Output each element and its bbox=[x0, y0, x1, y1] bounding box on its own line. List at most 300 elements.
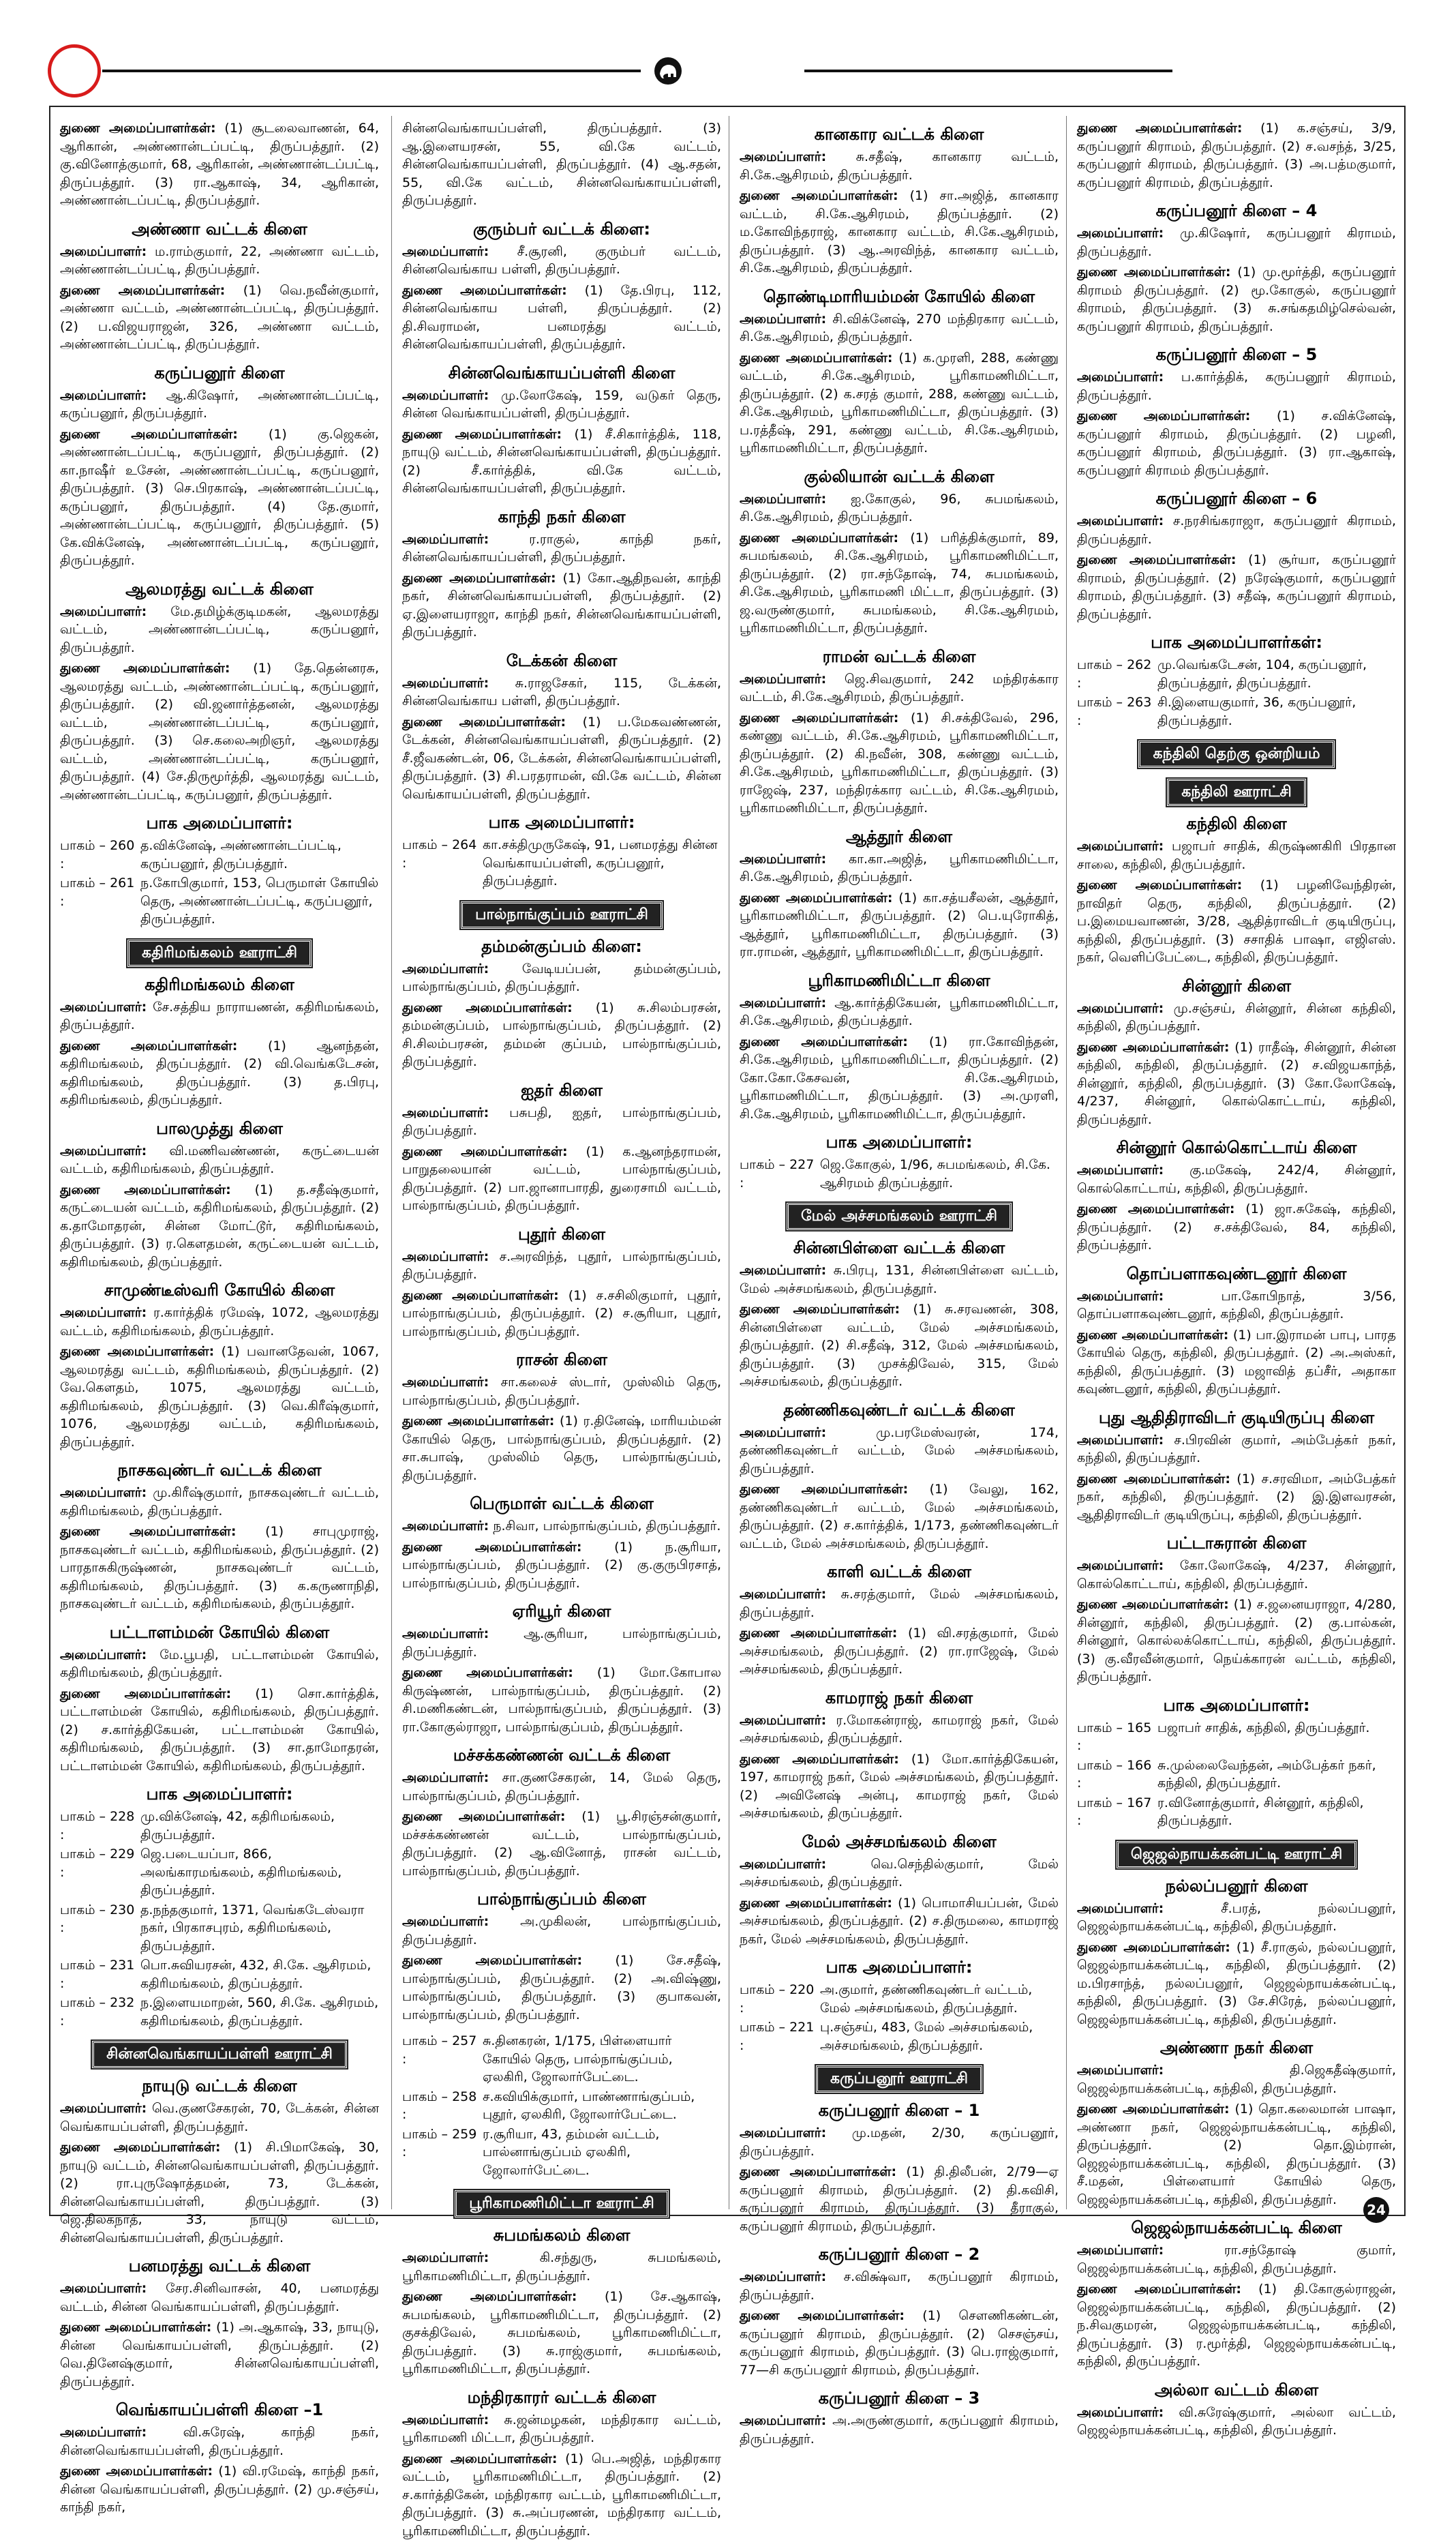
booth-number: பாகம் – 221 : bbox=[740, 2018, 820, 2055]
member-text: மு.மதன், 2/30, கருப்பனூர், திருப்பத்தூர். bbox=[740, 2125, 1059, 2159]
section-banner: கதிரிமங்கலம் ஊராட்சி bbox=[127, 940, 312, 967]
member-entry bbox=[1077, 551, 1396, 623]
member-entry bbox=[740, 1033, 1059, 1124]
role-label: அமைப்பாளர்: bbox=[740, 1857, 826, 1872]
branch-section bbox=[1077, 1694, 1396, 1830]
member-entry bbox=[740, 1624, 1059, 1679]
booth-row bbox=[402, 836, 721, 891]
branch-section bbox=[740, 2387, 1059, 2448]
member-entry bbox=[60, 1523, 379, 1613]
subsection-heading: பாக அமைப்பாளர்: bbox=[402, 811, 721, 833]
member-entry bbox=[60, 603, 379, 657]
member-text: (1) ச.சரவிமா, அம்பேத்கர் நகர், கந்திலி, திருப்பத்தூர். (2) இ.இளவரசன், ஆதிதிராவிடர் குடியிருப்பு, கந்திலி, திருப்பத்தூர். bbox=[1077, 1471, 1396, 1523]
member-text: பஜாபர் சாதிக், கிருஷ்ணகிரி பிரதான சாலை, கந்திலி, திருப்பத்தூர். bbox=[1077, 839, 1396, 872]
member-text: சேர.சினிவாசன், 40, பனமரத்து வட்டம், சின்ன வெங்காயப்பள்ளி, திருப்பத்தூர். bbox=[60, 2281, 379, 2314]
role-label: துணை அமைப்பாளர்கள்: bbox=[402, 715, 566, 730]
branch-section bbox=[402, 650, 721, 804]
booth-member: பொ.சுவியரசன், 432, சி.கே. ஆசிரமம், கதிரிமங்கலம், திருப்பத்தூர். bbox=[140, 1956, 379, 1992]
section-banner-wrap bbox=[60, 2041, 379, 2068]
role-label: துணை அமைப்பாளர்கள்: bbox=[60, 121, 216, 136]
member-text: வி.சுரேஷ்குமார், அல்லா வட்டம், ஜெஜல்நாயக்கன்பட்டி, கந்திலி, திருப்பத்தூர். bbox=[1077, 2405, 1396, 2438]
branch-section bbox=[60, 2255, 379, 2391]
member-text: (1) ராதீஷ், சின்னூர், சின்ன கந்திலி, கந்திலி, திருப்பத்தூர். (2) ச.விஜயகாந்த், சின்னூர், கந்திலி, திருப்பத்தூர். (3) கோ.லோகேஷ், 4/237, சின்னூர், கொல்கொட்டாய், கந்திலி, திருப்பத்தூர். bbox=[1077, 1040, 1396, 1127]
member-entry bbox=[60, 425, 379, 570]
role-label: அமைப்பாளர்: bbox=[740, 492, 826, 507]
member-text: (1) க.ஆனந்தராமன், பாறுதலையான் வட்டம், பால்நாங்குப்பம், திருப்பத்தூர். (2) பா.ஜானாபாரதி, துரைசாமி வட்டம், பால்நாங்குப்பம், திருப்பத்தூர். bbox=[402, 1144, 721, 1214]
branch-heading: பட்டாளம்மன் கோயில் கிளை bbox=[60, 1622, 379, 1643]
booth-member: சி.இளையகுமார், 36, கருப்பனூர், திருப்பத்தூர். bbox=[1157, 693, 1396, 730]
booth-number: பாகம் – 260 : bbox=[60, 837, 140, 873]
member-entry bbox=[740, 1300, 1059, 1391]
member-entry bbox=[1077, 1039, 1396, 1129]
branch-section bbox=[1077, 1137, 1396, 1255]
page-number-badge: 24 bbox=[1363, 2197, 1389, 2223]
member-text: மு.பரமேஸ்வரன், 174, தண்ணிகவுண்டர் வட்டம், மேல் அச்சமங்கலம், திருப்பத்தூர். bbox=[740, 1425, 1059, 1476]
member-text: வேடியப்பன், தம்மன்குப்பம், பால்நாங்குப்பம், திருப்பத்தூர். bbox=[402, 961, 721, 995]
branch-heading: காளி வட்டக் கிளை bbox=[740, 1561, 1059, 1583]
member-text: கா.கா.அஜித், பூரிகாமணிமிட்டா, சி.கே.ஆசிரமம், திருப்பத்தூர். bbox=[740, 852, 1059, 885]
member-entry bbox=[1077, 368, 1396, 404]
member-entry bbox=[60, 1304, 379, 1340]
role-label: அமைப்பாளர்: bbox=[402, 532, 489, 547]
member-entry bbox=[740, 310, 1059, 346]
role-label: அமைப்பாளர்: bbox=[60, 1485, 147, 1500]
role-label: துணை அமைப்பாளர்கள்: bbox=[60, 2320, 211, 2335]
member-entry bbox=[60, 2280, 379, 2316]
member-text: (1) பா.இராமன் பாபு, பாரத கோயில் தெரு, கந்திலி, திருப்பத்தூர். (2) அ.அஸ்கர், கந்திலி, திருப்பத்தூர். (3) மஜாவித் தப்சீர், அதாகா கவுண்டனூர், கந்திலி, திருப்பத்தூர். bbox=[1077, 1328, 1396, 1397]
member-text: (1) பெ.அஜித், மந்திரகார வட்டம், பூரிகாமணிமிட்டா, திருப்பத்தூர். (2) ச.கார்த்திகேன், மந்திரகார வட்டம், பூரிகாமணிமிட்டா, திருப்பத்தூர். (3) சு.அப்பரணன், மந்திரகார வட்டம், பூரிகாமணிமிட்டா, திருப்பத்தூர். bbox=[402, 2451, 721, 2539]
branch-section bbox=[740, 646, 1059, 818]
branch-section bbox=[402, 936, 721, 1071]
member-text: (1) பவானதேவன், 1067, ஆலமரத்து வட்டம், கதிரிமங்கலம், திருப்பத்தூர். (2) வே.கௌதம், 1075, ஆலமரத்து வட்டம், கதிரிமங்கலம், திருப்பத்தூர். (3) வெ.கிரீஷ்குமார், 1076, ஆலமரத்து வட்டம், கதிரிமங்கலம், திருப்பத்தூர். bbox=[60, 1344, 379, 1450]
booth-member: சு.தினகரன், 1/175, பிள்ளையார் கோயில் தெரு, பால்நாங்குப்பம், ஏலகிரி, ஜோலார்பேட்டை. bbox=[483, 2032, 721, 2087]
member-entry bbox=[740, 490, 1059, 526]
member-entry bbox=[60, 2138, 379, 2247]
member-entry bbox=[740, 2268, 1059, 2304]
branch-section bbox=[60, 974, 379, 1109]
member-text: கு.மகேஷ், 242/4, சின்னூர், கொல்கொட்டாய், கந்திலி, திருப்பத்தூர். bbox=[1077, 1163, 1396, 1196]
member-entry bbox=[402, 1913, 721, 1949]
member-entry bbox=[740, 1750, 1059, 1823]
role-label: அமைப்பாளர்: bbox=[402, 961, 489, 976]
branch-heading: சுபமங்கலம் கிளை bbox=[402, 2224, 721, 2246]
branch-heading: அண்ணா வட்டக் கிளை bbox=[60, 218, 379, 240]
branch-section bbox=[60, 1622, 379, 1776]
booth-row bbox=[402, 2125, 721, 2180]
member-text: (1) சு.சரவணன், 308, சின்னபிள்ளை வட்டம், மேல் அச்சமங்கலம், திருப்பத்தூர். (2) சி.சதீஷ், 312, மேல் அச்சமங்கலம், திருப்பத்தூர். (3) முசக்திவேல், 315, மேல் அச்சமங்கலம், திருப்பத்தூர். bbox=[740, 1302, 1059, 1389]
role-label: துணை அமைப்பாளர்கள்: bbox=[402, 2289, 577, 2304]
member-entry bbox=[740, 1480, 1059, 1553]
member-text: (1) சீ.சிகார்த்திக், 118, நாயுடு வட்டம், சின்னவெங்காயப்பள்ளி, திருப்பத்தூர். (2) சீ.கார்த்திக், வி.கே வட்டம், சின்னவெங்காயப்பள்ளி, திருப்பத்தூர். bbox=[402, 427, 721, 496]
branch-section bbox=[60, 812, 379, 929]
role-label: அமைப்பாளர்: bbox=[402, 244, 489, 259]
booth-number: பாகம் – 229 : bbox=[60, 1845, 140, 1900]
member-text: சே.சத்திய நாராயணன், கதிரிமங்கலம், திருப்பத்தூர். bbox=[60, 1000, 379, 1033]
member-entry bbox=[402, 2288, 721, 2378]
member-text: மு.லோகேஷ், 159, வடுகர் தெரு, சின்ன வெங்காயப்பள்ளி, திருப்பத்தூர். bbox=[402, 388, 721, 421]
branch-section bbox=[1077, 119, 1396, 192]
role-label: அமைப்பாளர்: bbox=[402, 1375, 489, 1390]
member-text: (1) த.சதீஷ்குமார், கருட்டையன் வட்டம், கதிரிமங்கலம், திருப்பத்தூர். (2) க.தாமோதரன், சின்ன மோட்டூர், கதிரிமங்கலம், திருப்பத்தூர். (3) ர.கௌதமன், கருட்டையன் வட்டம், கதிரிமங்கலம், திருப்பத்தூர். bbox=[60, 1182, 379, 1270]
branch-heading: ஐதர் கிளை bbox=[402, 1079, 721, 1101]
member-entry bbox=[60, 2462, 379, 2517]
role-label: துணை அமைப்பாளர்கள்: bbox=[60, 1344, 214, 1359]
section-banner-wrap bbox=[1077, 779, 1396, 806]
branch-section bbox=[402, 1888, 721, 2024]
branch-section bbox=[402, 218, 721, 354]
member-text: ப.கார்த்திக், கருப்பனூர் கிராமம், திருப்பத்தூர். bbox=[1077, 370, 1396, 403]
branch-section bbox=[740, 826, 1059, 961]
member-entry bbox=[60, 2100, 379, 2136]
section-banner: கந்திலி தெற்கு ஒன்றியம் bbox=[1138, 741, 1334, 768]
member-text: (1) பழனிவேந்திரன், நாவிதர் தெரு, கந்திலி, திருப்பத்தூர். (2) ப.இமையவாணன், 3/28, ஆதித்ராவிடர் குடியிருப்பு, கந்திலி, திருப்பத்தூர். (3) சசாதிக் பாஷா, எஜிஎஸ். நகர், வெளிப்பேட்டை, கந்திலி, திருப்பத்தூர். bbox=[1077, 878, 1396, 965]
branch-section bbox=[1077, 1263, 1396, 1399]
branch-heading: கானகார வட்டக் கிளை bbox=[740, 123, 1059, 145]
member-entry bbox=[60, 2318, 379, 2391]
booth-row bbox=[60, 874, 379, 929]
member-entry bbox=[740, 994, 1059, 1030]
role-label: அமைப்பாளர்: bbox=[740, 2413, 826, 2428]
member-text: சு.பிரபு, 131, சின்னபிள்ளை வட்டம், மேல் அச்சமங்கலம், திருப்பத்தூர். bbox=[740, 1263, 1059, 1296]
member-text: சு.ராஜசேகர், 115, டேக்கன், சின்னவெங்காய பள்ளி, திருப்பத்தூர். bbox=[402, 676, 721, 709]
member-entry bbox=[1077, 2241, 1396, 2277]
member-text: (1) மோ.கார்த்திகேயன், 197, காமராஜ் நகர், மேல் அச்சமங்கலம், திருப்பத்தூர். (2) அவினேஷ் அன்பு, காமராஜ் நகர், மேல் அச்சமங்கலம், திருப்பத்தூர். bbox=[740, 1752, 1059, 1821]
role-label: அமைப்பாளர்: bbox=[1077, 2405, 1164, 2420]
role-label: அமைப்பாளர்: bbox=[60, 2101, 147, 2116]
role-label: அமைப்பாளர்: bbox=[60, 1000, 147, 1015]
member-text: சு.சரத்குமார், மேல் அச்சமங்கலம், திருப்பத்தூர். bbox=[740, 1587, 1059, 1620]
role-label: அமைப்பாளர்: bbox=[740, 1425, 826, 1440]
role-label: அமைப்பாளர்: bbox=[740, 1263, 826, 1278]
member-entry bbox=[402, 1104, 721, 1140]
member-entry bbox=[402, 1625, 721, 1661]
role-label: துணை அமைப்பாளர்கள்: bbox=[740, 350, 893, 365]
branch-heading: கருப்பனூர் கிளை – 5 bbox=[1077, 344, 1396, 365]
branch-heading: ராசன் கிளை bbox=[402, 1349, 721, 1371]
member-text: சா.கலைச் ஸ்டார், முஸ்லிம் தெரு, பால்நாங்குப்பம், திருப்பத்தூர். bbox=[402, 1375, 721, 1408]
role-label: அமைப்பாளர்: bbox=[60, 2425, 147, 2440]
booth-row bbox=[740, 1156, 1059, 1192]
role-label: துணை அமைப்பாளர்கள்: bbox=[1077, 1471, 1230, 1486]
member-entry bbox=[60, 1181, 379, 1272]
member-entry bbox=[402, 119, 721, 210]
booth-number: பாகம் – 228 : bbox=[60, 1808, 140, 1844]
branch-heading: பட்டாசுரான் கிளை bbox=[1077, 1532, 1396, 1554]
booth-number: பாகம் – 230 : bbox=[60, 1901, 140, 1956]
booth-row bbox=[1077, 693, 1396, 730]
member-text: சு.சதீஷ், கானகார வட்டம், சி.கே.ஆசிரமம், திருப்பத்தூர். bbox=[740, 149, 1059, 183]
member-entry bbox=[1077, 1431, 1396, 1467]
role-label: துணை அமைப்பாளர்கள்: bbox=[1077, 1040, 1230, 1055]
member-entry bbox=[740, 349, 1059, 458]
branch-section bbox=[1077, 2037, 1396, 2209]
branch-section bbox=[1077, 1875, 1396, 2029]
branch-section bbox=[740, 1561, 1059, 1679]
booth-member: த.விக்னேஷ், அண்ணான்டப்பட்டி, கருப்பனூர், திருப்பத்தூர். bbox=[140, 837, 379, 873]
role-label: துணை அமைப்பாளர்கள்: bbox=[60, 427, 238, 442]
branch-section bbox=[402, 2224, 721, 2378]
booth-member: சு.முல்லைவேந்தன், அம்பேத்கர் நகர், கந்திலி, திருப்பத்தூர். bbox=[1157, 1757, 1396, 1793]
section-banner-wrap bbox=[740, 2065, 1059, 2093]
role-label: அமைப்பாளர்: bbox=[402, 1519, 489, 1534]
member-text: (1) தி.திலீபன், 2/79—ஏ கருப்பனூர் கிராமம், திருப்பத்தூர். (2) தி.கவிசி, கருப்பனூர் கிராமம், திருப்பத்தூர். (3) தீராகுல், கருப்பனூர் கிராமம், திருப்பத்தூர். bbox=[740, 2164, 1059, 2234]
member-text: (1) பொமாசியப்பன், மேல் அச்சமங்கலம், திருப்பத்தூர். (2) ச.திருமலை, காமராஜ் நகர், மேல் அச்சமங்கலம், திருப்பத்தூர். bbox=[740, 1896, 1059, 1947]
member-text: மு.சஞ்சய், சின்னூர், சின்ன கந்திலி, கந்திலி, திருப்பத்தூர். bbox=[1077, 1001, 1396, 1034]
role-label: துணை அமைப்பாளர்கள்: bbox=[60, 283, 225, 298]
role-label: துணை அமைப்பாளர்கள்: bbox=[60, 1524, 236, 1539]
branch-heading: கருப்பனூர் கிளை – 3 bbox=[740, 2387, 1059, 2409]
member-text: (1) சா.அஜித், கானகார வட்டம், சி.கே.ஆசிரமம், திருப்பத்தூர். (2) ம.கோவிந்தராஜ், கானகார வட்டம், சி.கே.ஆசிரமம், திருப்பத்தூர். (3) ஆ.அரவிந்த், கானகார வட்டம், சி.கே.ஆசிரமம், திருப்பத்தூர். bbox=[740, 188, 1059, 275]
member-text: (1) சு.சிலம்பரசன், தம்மன்குப்பம், பால்நாங்குப்பம், திருப்பத்தூர். (2) சி.சிலம்பரசன், தம்மன் குப்பம், பால்நாங்குப்பம், திருப்பத்தூர். bbox=[402, 1000, 721, 1070]
booth-member: மு.விக்னேஷ், 42, கதிரிமங்கலம், திருப்பத்தூர். bbox=[140, 1808, 379, 1844]
branch-heading: தண்ணிகவுண்டர் வட்டக் கிளை bbox=[740, 1399, 1059, 1421]
branch-section bbox=[1077, 200, 1396, 335]
role-label: துணை அமைப்பாளர்கள்: bbox=[740, 188, 898, 203]
member-entry bbox=[402, 425, 721, 498]
booth-row bbox=[1077, 1794, 1396, 1830]
member-text: மு.கிஷோர், கருப்பனூர் கிராமம், திருப்பத்தூர். bbox=[1077, 226, 1396, 259]
branch-heading: குல்லியான் வட்டக் கிளை bbox=[740, 466, 1059, 488]
member-text: (1) செளணிகண்டன், கருப்பனூர் கிராமம், திருப்பத்தூர். (2) செசஞ்சய், கருப்பனூர் கிராமம், திருப்பத்தூர். (3) பெ.ராஜ்குமார், 77—சி கருப்பனூர் கிராமம், திருப்பத்தூர். bbox=[740, 2308, 1059, 2378]
section-banner: பூரிகாமணிமிட்டா ஊராட்சி bbox=[455, 2190, 669, 2217]
member-text: கோ.லோகேஷ், 4/237, சின்னூர், கொல்கொட்டாய், கந்திலி, திருப்பத்தூர். bbox=[1077, 1558, 1396, 1592]
member-text: ந.சிவா, பால்நாங்குப்பம், திருப்பத்தூர். bbox=[493, 1519, 721, 1534]
branch-section bbox=[1077, 2217, 1396, 2371]
branch-heading: கதிரிமங்கலம் கிளை bbox=[60, 974, 379, 996]
role-label: துணை அமைப்பாளர்கள்: bbox=[740, 1034, 908, 1049]
member-text: (1) ரா.கோவிந்தன், சி.கே.ஆசிரமம், பூரிகாமணிமிட்டா, திருப்பத்தூர். (2) கோ.கோ.கேசவன், சி.கே.ஆசிரமம், பூரிகாமணிமிட்டா, திருப்பத்தூர். (3) அ.முரளி, சி.கே.ஆசிரமம், பூரிகாமணிமிட்டா, திருப்பத்தூர். bbox=[740, 1034, 1059, 1122]
role-label: அமைப்பாளர்: bbox=[1077, 839, 1164, 854]
member-text: (1) க.சஞ்சய், 3/9, கருப்பனூர் கிராமம், திருப்பத்தூர். (2) ச.வசந்த், 3/25, கருப்பனூர் கிராமம், திருப்பத்தூர். (3) அ.பத்மகுமார், கருப்பனூர் கிராமம், திருப்பத்தூர். bbox=[1077, 121, 1396, 190]
member-text: (1) சீ.ராகுல், நல்லப்பனூர், ஜெஜல்நாயக்கன்பட்டி, கந்திலி, திருப்பத்தூர். (2) ம.பிரசாந்த், நல்லப்பனூர், ஜெஜல்நாயக்கன்பட்டி, கந்திலி, திருப்பத்தூர். (3) சே.சிரேத், நல்லப்பனூர், ஜெஜல்நாயக்கன்பட்டி, கந்திலி, திருப்பத்தூர். bbox=[1077, 1940, 1396, 2027]
member-entry bbox=[1077, 224, 1396, 260]
role-label: அமைப்பாளர்: bbox=[402, 1105, 489, 1120]
role-label: அமைப்பாளர்: bbox=[402, 1249, 489, 1264]
member-text: சீ.சூரனி, குரும்பர் வட்டம், சின்னவெங்காய பள்ளி, திருப்பத்தூர். bbox=[402, 244, 721, 278]
member-entry bbox=[60, 1685, 379, 1776]
masthead-rule-left bbox=[102, 70, 641, 72]
branch-section bbox=[1077, 975, 1396, 1129]
role-label: துணை அமைப்பாளர்கள்: bbox=[402, 571, 556, 586]
branch-heading: ஜெஜல்நாயக்கன்பட்டி கிளை bbox=[1077, 2217, 1396, 2239]
branch-section bbox=[60, 1118, 379, 1272]
member-text: ர.ராகுல், காந்தி நகர், சின்னவெங்காயப்பள்ளி, திருப்பத்தூர். bbox=[402, 532, 721, 565]
member-entry bbox=[1077, 2404, 1396, 2440]
role-label: துணை அமைப்பாளர்கள்: bbox=[1077, 265, 1231, 280]
branch-heading: சின்னூர் கிளை bbox=[1077, 975, 1396, 997]
member-text: (1) க.முரளி, 288, கண்ணு வட்டம், சி.கே.ஆசிரமம், பூரிகாமணிமிட்டா, திருப்பத்தூர். (2) க.சரத் குமார், 288, கண்ணு வட்டம், சி.கே.ஆசிரமம், பூரிகாமணிமிட்டா, திருப்பத்தூர். (3) ப.ரத்தீஷ், 291, கண்ணு வட்டம், சி.கே.ஆசிரமம், பூரிகாமணிமிட்டா, திருப்பத்தூர். bbox=[740, 350, 1059, 456]
branch-heading: காமராஜ் நகர் கிளை bbox=[740, 1687, 1059, 1709]
branch-heading: தொப்பளாகவுண்டனூர் கிளை bbox=[1077, 1263, 1396, 1285]
branch-heading: புதூர் கிளை bbox=[402, 1223, 721, 1245]
role-label: அமைப்பாளர்: bbox=[402, 676, 489, 691]
role-label: அமைப்பாளர்: bbox=[1077, 1001, 1164, 1016]
member-entry bbox=[1077, 2280, 1396, 2371]
member-entry bbox=[60, 1343, 379, 1451]
member-entry bbox=[402, 2411, 721, 2447]
member-entry bbox=[740, 1585, 1059, 1622]
member-text: மு.கிரீஷ்குமார், நாசகவுண்டர் வட்டம், கதிரிமங்கலம், திருப்பத்தூர். bbox=[60, 1485, 379, 1519]
member-text: (1) தி.கோகுல்ராஜன், ஜெஜல்நாயக்கன்பட்டி, கந்திலி, திருப்பத்தூர். (2) ந.சிவகுமரன், ஜெஜல்நாயக்கன்பட்டி, கந்திலி, திருப்பத்தூர். (3) ர.மூர்த்தி, ஜெஜல்நாயக்கன்பட்டி, கந்திலி, திருப்பத்தூர். bbox=[1077, 2282, 1396, 2369]
branch-section bbox=[402, 2032, 721, 2179]
branch-heading: பனமரத்து வட்டக் கிளை bbox=[60, 2255, 379, 2277]
branch-heading: கருப்பனூர் கிளை – 1 bbox=[740, 2100, 1059, 2121]
branch-heading: அல்லா வட்டம் கிளை bbox=[1077, 2379, 1396, 2401]
branch-section bbox=[1077, 344, 1396, 479]
member-entry bbox=[60, 2423, 379, 2460]
member-text: (1) வி.சரத்குமார், மேல் அச்சமங்கலம், திருப்பத்தூர். (2) ரா.ராஜேஷ், மேல் அச்சமங்கலம், திருப்பத்தூர். bbox=[740, 1626, 1059, 1677]
role-label: துணை அமைப்பாளர்கள்: bbox=[740, 2164, 896, 2179]
subsection-heading: பாக அமைப்பாளர்: bbox=[60, 1783, 379, 1805]
branch-section bbox=[402, 362, 721, 498]
role-label: துணை அமைப்பாளர்கள்: bbox=[402, 283, 567, 298]
branch-section bbox=[402, 506, 721, 642]
role-label: துணை அமைப்பாளர்கள்: bbox=[1077, 2282, 1241, 2297]
masthead bbox=[0, 0, 1456, 116]
member-text: (1) கு.ஜெகன், அண்ணான்டப்பட்டி, கருப்பனூர், திருப்பத்தூர். (2) கா.நாஷீர் உசேன், அண்ணான்டப்பட்டி, கருப்பனூர், திருப்பத்தூர். (3) செ.பிரகாஷ், அண்ணான்டப்பட்டி, கருப்பனூர், திருப்பத்தூர். (4) தே.குமார், அண்ணான்டப்பட்டி, கருப்பனூர், திருப்பத்தூர். (5) கே.விக்னேஷ், அண்ணான்டப்பட்டி, கருப்பனூர், திருப்பத்தூர். bbox=[60, 427, 379, 569]
role-label: அமைப்பாளர்: bbox=[60, 1305, 147, 1320]
member-text: ச.நரசிங்கராஜா, கருப்பனூர் கிராமம், திருப்பத்தூர். bbox=[1077, 513, 1396, 547]
branch-section bbox=[740, 2243, 1059, 2379]
branch-section bbox=[402, 1349, 721, 1484]
branch-heading: பாலமுத்து கிளை bbox=[60, 1118, 379, 1139]
booth-number: பாகம் – 165 : bbox=[1077, 1719, 1157, 1755]
member-entry bbox=[402, 2450, 721, 2540]
member-text: சி.விக்னேஷ், 270 மந்திரகார வட்டம், சி.கே.ஆசிரமம், திருப்பத்தூர். bbox=[740, 312, 1059, 345]
role-label: அமைப்பாளர்: bbox=[1077, 370, 1164, 385]
section-banner-wrap bbox=[740, 1203, 1059, 1230]
role-label: அமைப்பாளர்: bbox=[402, 1626, 489, 1641]
branch-heading: மச்சக்கண்ணன் வட்டக் கிளை bbox=[402, 1744, 721, 1766]
column-2 bbox=[402, 119, 721, 2206]
role-label: துணை அமைப்பாளர்கள்: bbox=[1077, 878, 1242, 893]
member-text: (1) சூடலைவாணன், 64, ஆரிகான், அண்ணான்டப்பட்டி, திருப்பத்தூர். (2) கு.வினோத்குமார், 68, ஆரிகான், அண்ணான்டப்பட்டி, திருப்பத்தூர். (3) ரா.ஆகாஷ், 34, ஆரிகான், அண்ணான்டப்பட்டி, திருப்பத்தூர். bbox=[60, 121, 379, 208]
branch-section bbox=[402, 1744, 721, 1880]
booth-row bbox=[1077, 656, 1396, 692]
branch-section bbox=[60, 1279, 379, 1451]
role-label: அமைப்பாளர்: bbox=[60, 1144, 147, 1159]
member-text: (1) அ.ஆகாஷ், 33, நாயுடு, சின்ன வெங்காயப்பள்ளி, திருப்பத்தூர். (2) வெ.தினேஷ்குமார், சின்னவெங்காயப்பள்ளி, திருப்பத்தூர். bbox=[60, 2320, 379, 2389]
member-text: சா.குணசேகரன், 14, மேல் தெரு, பால்நாங்குப்பம், திருப்பத்தூர். bbox=[402, 1770, 721, 1804]
member-entry bbox=[402, 1664, 721, 1736]
branch-heading: பெருமாள் வட்டக் கிளை bbox=[402, 1493, 721, 1514]
member-entry bbox=[402, 1143, 721, 1215]
booth-row bbox=[60, 1845, 379, 1900]
member-entry bbox=[1077, 1000, 1396, 1036]
role-label: அமைப்பாளர்: bbox=[1077, 513, 1164, 528]
branch-heading: வெங்காயப்பள்ளி கிளை –1 bbox=[60, 2399, 379, 2421]
section-banner: கருப்பனூர் ஊராட்சி bbox=[816, 2065, 982, 2093]
branch-heading: பால்நாங்குப்பம் கிளை bbox=[402, 1888, 721, 1910]
branch-heading: கருப்பனூர் கிளை bbox=[60, 362, 379, 384]
branch-heading: நாயுடு வட்டக் கிளை bbox=[60, 2075, 379, 2097]
branch-section bbox=[60, 1783, 379, 2030]
column-divider bbox=[1066, 116, 1067, 2209]
branch-section bbox=[740, 286, 1059, 458]
role-label: துணை அமைப்பாளர்கள்: bbox=[402, 1000, 573, 1015]
booth-number: பாகம் – 261 : bbox=[60, 874, 140, 929]
member-entry bbox=[402, 1287, 721, 1341]
member-text: (1) சாபுமுராஜ், நாசகவுண்டர் வட்டம், கதிரிமங்கலம், திருப்பத்தூர். (2) பாரதாசுகிருஷ்ணன், நாசகவுண்டர் வட்டம், கதிரிமங்கலம், திருப்பத்தூர். (3) க.கருணாநிதி, நாசகவுண்டர் வட்டம், கதிரிமங்கலம், திருப்பத்தூர். bbox=[60, 1524, 379, 1611]
branch-section bbox=[60, 1459, 379, 1613]
branch-heading: தொண்டிமாரியம்மன் கோயில் கிளை bbox=[740, 286, 1059, 308]
role-label: அமைப்பாளர்: bbox=[740, 1713, 826, 1728]
branch-section bbox=[1077, 813, 1396, 967]
role-label: அமைப்பாளர்: bbox=[402, 1914, 489, 1929]
booth-number: பாகம் – 259 : bbox=[402, 2125, 483, 2180]
member-entry bbox=[60, 1037, 379, 1109]
role-label: துணை அமைப்பாளர்கள்: bbox=[740, 1482, 908, 1497]
member-entry bbox=[740, 529, 1059, 638]
column-1 bbox=[60, 119, 379, 2206]
member-entry bbox=[1077, 1287, 1396, 1324]
member-entry bbox=[740, 148, 1059, 184]
member-text: (1) சி.பிமாகேஷ், 30, நாயுடு வட்டம், சின்னவெங்காயப்பள்ளி, திருப்பத்தூர். (2) ரா.புருஷோத்தமன், 73, டேக்கன், சின்னவெங்காயப்பள்ளி, திருப்பத்தூர். (3) ஜெ.திலகநாத், 33, நாயுடு வட்டம், சின்னவெங்காயப்பள்ளி, திருப்பத்தூர். bbox=[60, 2140, 379, 2245]
booth-number: பாகம் – 264 : bbox=[402, 836, 483, 891]
role-label: அமைப்பாளர்: bbox=[1077, 1163, 1164, 1178]
member-text: ஆ.கார்த்திகேயன், பூரிகாமணிமிட்டா, சி.கே.ஆசிரமம், திருப்பத்தூர். bbox=[740, 996, 1059, 1029]
branch-section bbox=[60, 2399, 379, 2517]
member-text: (1) ஆனந்தன், கதிரிமங்கலம், திருப்பத்தூர். (2) வி.வெங்கடேசன், கதிரிமங்கலம், திருப்பத்தூர். (3) த.பிரபு, கதிரிமங்கலம், திருப்பத்தூர். bbox=[60, 1039, 379, 1108]
member-text: (1) சொ.கார்த்திக், பட்டாளம்மன் கோயில், கதிரிமங்கலம், திருப்பத்தூர். (2) ச.கார்த்திகேயன், பட்டாளம்மன் கோயில், கதிரிமங்கலம், திருப்பத்தூர். (3) சா.தாமோதரன், பட்டாளம்மன் கோயில், கதிரிமங்கலம், திருப்பத்தூர். bbox=[60, 1686, 379, 1774]
member-text: ர.மோகன்ராஜ், காமராஜ் நகர், மேல் அச்சமங்கலம், திருப்பத்தூர். bbox=[740, 1713, 1059, 1746]
role-label: அமைப்பாளர்: bbox=[402, 388, 489, 403]
branch-section bbox=[402, 1223, 721, 1341]
member-text: ரா.சந்தோஷ் குமார், ஜெஜல்நாயக்கன்பட்டி, கந்திலி, திருப்பத்தூர். bbox=[1077, 2243, 1396, 2276]
role-label: அமைப்பாளர்: bbox=[1077, 1289, 1164, 1304]
subsection-heading: பாக அமைப்பாளர்கள்: bbox=[1077, 631, 1396, 653]
booth-member: பு.சஞ்சய், 483, மேல் அச்சமங்கலம், அச்சமங்கலம், திருப்பத்தூர். bbox=[820, 2018, 1059, 2055]
member-text: (1) பூ.சிரஞ்சன்குமார், மச்சக்கண்ணன் வட்டம், பால்நாங்குப்பம், திருப்பத்தூர். (2) ஆ.வினோத், ராசன் வட்டம், பால்நாங்குப்பம், திருப்பத்தூர். bbox=[402, 1809, 721, 1879]
booth-member: கா.சக்திமுருகேஷ், 91, பனமரத்து சின்ன வெங்காயப்பள்ளி, கருப்பனூர், திருப்பத்தூர். bbox=[483, 836, 721, 891]
branch-heading: கருப்பனூர் கிளை – 6 bbox=[1077, 488, 1396, 509]
branch-section bbox=[60, 578, 379, 805]
member-entry bbox=[60, 1646, 379, 1682]
role-label: துணை அமைப்பாளர்கள்: bbox=[1077, 1201, 1234, 1216]
role-label: துணை அமைப்பாளர்கள்: bbox=[1077, 121, 1242, 136]
branch-section bbox=[402, 1079, 721, 1215]
member-text: ஐ.கோகுல், 96, சுபமங்கலம், சி.கே.ஆசிரமம், திருப்பத்தூர். bbox=[740, 492, 1059, 525]
member-text: (1) ப.மேகவண்ணன், டேக்கன், சின்னவெங்காயப்பள்ளி, திருப்பத்தூர். (2) சீ.ஜீவகண்டன், 06, டேக்கன், சின்னவெங்காயப்பள்ளி, திருப்பத்தூர். (3) சி.பரதராமன், வி.கே வட்டம், சின்ன வெங்காயப்பள்ளி, திருப்பத்தூர். bbox=[402, 715, 721, 802]
member-text: (1) கோ.ஆதிநவன், காந்தி நகர், சின்னவெங்காயப்பள்ளி, திருப்பத்தூர். (2) ஏ.இளையராஜா, காந்தி நகர், சின்னவெங்காயப்பள்ளி, திருப்பத்தூர். bbox=[402, 571, 721, 640]
member-entry bbox=[740, 1894, 1059, 1949]
role-label: அமைப்பாளர்: bbox=[740, 2125, 826, 2140]
member-entry bbox=[402, 674, 721, 711]
role-label: துணை அமைப்பாளர்கள்: bbox=[60, 1686, 231, 1701]
booth-row bbox=[402, 2032, 721, 2087]
role-label: துணை அமைப்பாளர்கள்: bbox=[740, 1626, 897, 1641]
booth-row bbox=[60, 837, 379, 873]
member-text: (1) சூர்யா, கருப்பனூர் கிராமம், திருப்பத்தூர். (2) நரேஷ்குமார், கருப்பனூர் கிராமம், திருப்பத்தூர். (3) சதீஷ், கருப்பனூர் கிராமம், திருப்பத்தூர். bbox=[1077, 552, 1396, 622]
role-label: துணை அமைப்பாளர்கள்: bbox=[402, 2451, 557, 2466]
booth-member: த.நந்தகுமார், 1371, வெங்கடேஸ்வரா நகர், பிரகாசபுரம், கதிரிமங்கலம், திருப்பத்தூர். bbox=[140, 1901, 379, 1956]
role-label: அமைப்பாளர்: bbox=[1077, 226, 1164, 241]
branch-heading: சின்னவெங்காயப்பள்ளி கிளை bbox=[402, 362, 721, 384]
member-entry bbox=[402, 999, 721, 1071]
role-label: அமைப்பாளர்: bbox=[60, 244, 147, 259]
member-text: (1) வெ.நவீன்குமார், அண்ணா வட்டம், அண்ணான்டப்பட்டி, திருப்பத்தூர். (2) ப.விஜயராஜன், 326, அண்ணா வட்டம், அண்ணான்டப்பட்டி, திருப்பத்தூர். bbox=[60, 283, 379, 353]
role-label: அமைப்பாளர்: bbox=[402, 1770, 489, 1785]
branch-heading: ராமன் வட்டக் கிளை bbox=[740, 646, 1059, 668]
role-label: துணை அமைப்பாளர்கள்: bbox=[740, 891, 892, 906]
booth-row bbox=[60, 1901, 379, 1956]
section-banner-wrap bbox=[1077, 741, 1396, 768]
subsection-heading: பாக அமைப்பாளர்: bbox=[60, 812, 379, 834]
role-label: அமைப்பாளர்: bbox=[740, 2269, 826, 2284]
member-text: ச.விக்ஷ்வா, கருப்பனூர் கிராமம், திருப்பத்தூர். bbox=[740, 2269, 1059, 2303]
booth-row bbox=[402, 2088, 721, 2124]
member-entry bbox=[402, 1373, 721, 1409]
